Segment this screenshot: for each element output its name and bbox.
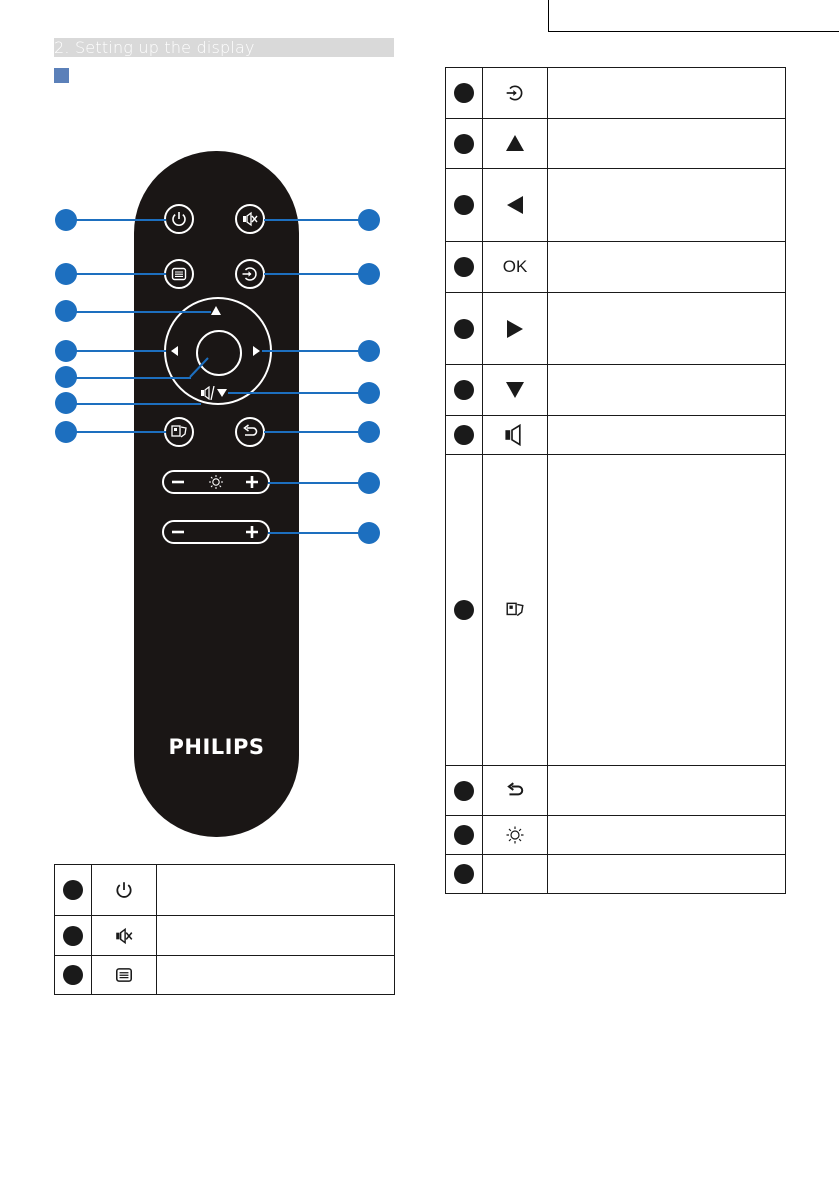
back-icon (241, 423, 259, 441)
callout-marker (358, 522, 380, 544)
row-marker (63, 926, 83, 946)
right-button-table (445, 67, 786, 894)
remote-input-button (235, 259, 265, 289)
row-description-cell (157, 956, 395, 995)
row-marker (454, 425, 474, 445)
remote-smartimage-button (164, 417, 194, 447)
row-number-cell (446, 68, 483, 119)
table-row (446, 242, 786, 293)
callout-marker (358, 340, 380, 362)
remote-up-arrow-icon (211, 306, 221, 315)
header-rule (548, 31, 839, 32)
callout-leader (264, 219, 360, 221)
callout-marker (358, 263, 380, 285)
row-number-cell (55, 916, 92, 956)
mute-icon (241, 210, 259, 228)
row-description-cell (548, 455, 786, 766)
section-title: 2. Setting up the display (54, 38, 255, 57)
row-number-cell (446, 242, 483, 293)
callout-leader (76, 403, 201, 405)
remote-back-button (235, 417, 265, 447)
callout-marker (55, 300, 77, 322)
callout-leader (268, 482, 360, 484)
menu-icon (170, 265, 188, 283)
row-icon-cell (483, 816, 548, 855)
row-icon-cell (483, 293, 548, 365)
callout-marker (55, 421, 77, 443)
row-description-cell (548, 365, 786, 416)
callout-leader (228, 392, 360, 394)
row-description-cell (548, 416, 786, 455)
callout-marker (55, 209, 77, 231)
table-row (446, 816, 786, 855)
row-icon-cell (483, 169, 548, 242)
left-button-table (54, 864, 395, 995)
row-icon-cell (483, 68, 548, 119)
row-description-cell (157, 865, 395, 916)
table-row (446, 416, 786, 455)
row-marker (63, 965, 83, 985)
remote-brightness-symbols (162, 470, 270, 494)
callout-marker (358, 382, 380, 404)
table-row (446, 855, 786, 894)
callout-marker (358, 209, 380, 231)
callout-leader (264, 273, 360, 275)
row-number-cell (446, 169, 483, 242)
ok-label: OK (502, 257, 528, 276)
row-icon-cell (483, 242, 548, 293)
remote-right-arrow-icon (253, 346, 260, 356)
row-icon-cell (483, 455, 548, 766)
row-description-cell (548, 242, 786, 293)
power-icon (170, 210, 188, 228)
callout-leader (76, 311, 211, 313)
smartimage-icon (170, 423, 188, 441)
callout-leader (76, 273, 166, 275)
callout-leader (76, 350, 166, 352)
table-row (55, 916, 395, 956)
table-row (446, 68, 786, 119)
row-number-cell (446, 119, 483, 169)
down-triangle-icon (505, 381, 525, 399)
row-marker (454, 864, 474, 884)
back-icon (505, 781, 525, 801)
callout-leader-bend (188, 356, 212, 380)
remote-contrast-symbols (162, 520, 270, 544)
callout-marker (55, 366, 77, 388)
smartimage-icon (504, 600, 526, 620)
row-marker (454, 380, 474, 400)
table-row (446, 365, 786, 416)
row-number-cell (446, 816, 483, 855)
table-row (446, 169, 786, 242)
row-number-cell (55, 956, 92, 995)
row-icon-cell (483, 119, 548, 169)
row-number-cell (446, 365, 483, 416)
remote-left-arrow-icon (171, 346, 178, 356)
row-marker (454, 83, 474, 103)
table-row (446, 293, 786, 365)
row-number-cell (446, 455, 483, 766)
row-marker (63, 880, 83, 900)
left-triangle-icon (506, 195, 524, 215)
row-number-cell (446, 416, 483, 455)
row-description-cell (548, 855, 786, 894)
row-description-cell (548, 169, 786, 242)
subsection-marker (54, 68, 69, 83)
callout-leader (76, 219, 166, 221)
row-description-cell (548, 816, 786, 855)
callout-leader (262, 350, 360, 352)
row-icon-cell (92, 916, 157, 956)
row-marker (454, 134, 474, 154)
mute-icon (113, 926, 135, 946)
brand-logo: PHILIPS (168, 735, 265, 759)
row-number-cell (55, 865, 92, 916)
row-icon-cell (483, 365, 548, 416)
callout-marker (358, 472, 380, 494)
remote-menu-button (164, 259, 194, 289)
callout-leader (76, 431, 166, 433)
speaker-icon (504, 423, 526, 447)
callout-leader (264, 431, 360, 433)
row-marker (454, 195, 474, 215)
callout-marker (55, 263, 77, 285)
row-icon-cell (483, 416, 548, 455)
table-row (446, 766, 786, 816)
row-number-cell (446, 293, 483, 365)
row-icon-cell (483, 855, 548, 894)
table-row (55, 956, 395, 995)
row-description-cell (548, 68, 786, 119)
table-row (446, 455, 786, 766)
menu-icon (114, 965, 134, 985)
power-icon (114, 880, 134, 900)
row-icon-cell (483, 766, 548, 816)
row-marker (454, 319, 474, 339)
input-icon (505, 83, 525, 103)
callout-leader (76, 377, 191, 379)
row-description-cell (157, 916, 395, 956)
section-header (54, 38, 394, 57)
table-row (446, 119, 786, 169)
callout-marker (55, 340, 77, 362)
row-marker (454, 600, 474, 620)
right-triangle-icon (506, 319, 524, 339)
row-marker (454, 825, 474, 845)
input-icon (241, 265, 259, 283)
row-number-cell (446, 766, 483, 816)
row-description-cell (548, 766, 786, 816)
up-triangle-icon (505, 134, 525, 152)
row-description-cell (548, 293, 786, 365)
row-icon-cell (92, 865, 157, 916)
row-icon-cell (92, 956, 157, 995)
row-number-cell (446, 855, 483, 894)
row-marker (454, 781, 474, 801)
row-marker (454, 257, 474, 277)
header-tick (548, 0, 549, 31)
callout-marker (358, 421, 380, 443)
callout-marker (55, 392, 77, 414)
remote-mute-button (235, 204, 265, 234)
brightness-icon (505, 825, 525, 845)
row-description-cell (548, 119, 786, 169)
callout-leader (268, 532, 360, 534)
table-row (55, 865, 395, 916)
remote-power-button (164, 204, 194, 234)
